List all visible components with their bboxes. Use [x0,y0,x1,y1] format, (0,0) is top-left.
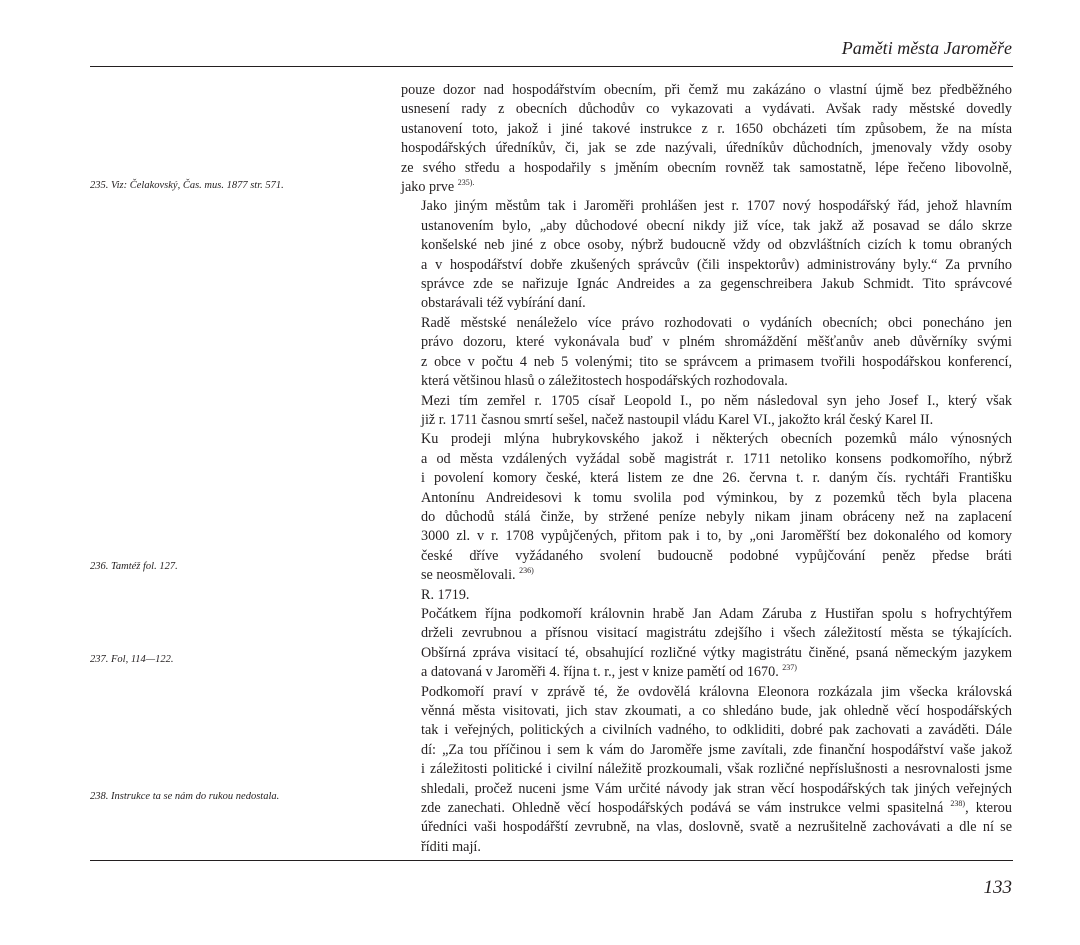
text-line [401,799,1012,818]
text-line: již r. 1711 časnou smrtí sešel, načež nastoupil vládu Karel VI., jakožto král český Karel II. [421,411,934,428]
text-line: ustanovení toto, jakož i jiné takové instrukce z r. 1650 obcházeti tím způsobem, že na místa [401,120,1012,137]
text-line: usnesení rady z obecních důchodův co vykazovati a vydávati. Avšak rady městské dovedly [401,101,1012,118]
text-line [401,566,1012,585]
text-line: drželi zevrubnou a přísnou visitací magistrátu zdejšího i všech záležitostí města se týkajících. [421,625,1012,642]
text-line: i záležitosti politické i civilní náležitě prozkoumali, však rozličné nepříslušnosti a nesrovnalosti jsme [421,761,1012,778]
footer-rule [90,860,1013,861]
paragraph [401,586,1012,605]
footnote-235: 235. Viz: Čelakovský, Čas. mus. 1877 str. 571. [90,180,284,191]
page-number: 133 [983,877,1012,898]
footnote-ref-238: 238) [950,799,966,809]
text-line [401,178,1012,197]
paragraph [401,81,1012,197]
text-segment: zde zanechati. Ohledně věcí hospodářských podává se vám instrukce velmi spasitelná [421,800,944,817]
paragraph [401,314,1012,392]
text-line: říditi mají. [421,838,481,855]
text-line: ustanovením bylo, „aby důchodové obecní nikdy již více, tak jakž až posavad se dálo skrze [421,217,1012,234]
text-line: věnná města visitovati, jich stav zkoumati, a co shledáno bude, jak ohledně věcí hospodářských [421,703,1012,719]
footnote-237: 237. Fol, 114—122. [90,654,174,665]
text-line: která většinou hlasů o záležitostech hospodářských rozhodovala. [421,373,788,390]
text-line: pouze dozor nad hospodářstvím obecním, při čemž mu zakázáno o vlastní újmě bez předběžného [401,82,1012,98]
text-line: a od města vzdálených vyžádal sobě magistrát r. 1711 netoliko konsens podkomořího, nýbrž [421,450,1012,467]
paragraph [401,197,1012,313]
text-line: ze svého středu a hospodařily s jměním obecním rovněž tak samostatně, lépe řečeno libovolně, [401,159,1012,176]
paragraph [401,430,1012,585]
text-line: obstarávali též vybírání daní. [421,295,586,312]
text-segment: jako prve [401,179,455,196]
text-line: hospodářských úředníkův, či, jak se zde nazývali, úředníkův důchodních, jmenovaly vždy osoby [401,140,1012,157]
text-segment: se neosmělovali. [421,567,516,584]
text-segment: a datovaná v Jaroměři 4. října t. r., jest v knize pamětí od 1670. [421,664,779,681]
text-segment: , kterou [965,800,1012,817]
text-line: z obce v počtu 4 neb 5 volenými; tito se správcem a primasem tvořili hospodářskou konferencí, [421,353,1012,370]
text-line: R. 1719. [421,586,470,603]
text-line: Podkomoří praví v zprávě té, že ovdovělá královna Eleonora rozkázala jim všecka královská [421,683,1012,700]
header-rule [90,66,1013,67]
text-line: do důchodů stálá činže, by stržené peníze nebyly nikam jinam obráceny než na zaplacení [421,508,1012,525]
text-line: Ku prodeji mlýna hubrykovského jakož i některých obecních pozemků málo výnosných [421,431,1012,448]
text-line: správce zde se nařizuje Ignác Andreides a za gegenschreibera Jakub Schmidt. Tito správcové [421,276,1012,293]
text-line: Radě městské nenáleželo více právo rozhodovati o vydáních obecních; obci ponecháno jen [421,314,1012,331]
footnote-238: 238. Instrukce ta se nám do rukou nedostala. [90,791,280,802]
text-line [401,663,1012,682]
running-header-title: Paměti města Jaroměře [841,38,1012,58]
footnote-ref-235: 235). [457,178,475,188]
text-line: 3000 zl. v r. 1708 vypůjčených, přitom pak i to, by „oni Jaroměřští bez dokonalého od komory [421,528,1012,545]
text-line: české dříve vyžádaného svolení budoucně podobné vypůjčování peněz předse bráti [421,547,1012,564]
text-line: konšelské neb jiné z obce osoby, nýbrž budoucně vždy od obzvláštních cizích k tomu obraných [421,237,1012,254]
text-line: úředníci vaši hospodářští zevrubně, na vlas, doslovně, svatě a nezrušitelně zachovávati a dle ní se [421,819,1012,836]
text-line: dí: „Za tou příčinou i sem k vám do Jaroměře jsme zavítali, zde finanční hospodářství vaše jakož [421,741,1012,758]
body-text [401,81,1012,857]
text-line: a v hospodářství dobře zkušených správcův (čili inspektorův) administrovány byly.“ Za prvního [421,256,1012,273]
footnote-236: 236. Tamtéž fol. 127. [90,561,178,572]
paragraph [401,392,1012,431]
footnote-ref-237: 237) [782,663,797,673]
text-line: právo dozoru, které vykonávala buď v plném shromáždění měšťanův aneb důvěrníky svými [421,334,1012,351]
text-line: Jako jiným městům tak i Jaroměři prohlášen jest r. 1707 nový hospodářský řád, jehož hlavním [421,198,1012,215]
footnote-ref-236: 236) [519,566,534,576]
text-line: i povolení komory české, která listem ze dne 26. června t. r. daným čís. rychtáři Františku [421,470,1012,487]
text-line: shledali, pročež nuceni jsme Vám určité návody jak stran věcí hospodářských tak jiných veřejných [421,780,1012,797]
text-line: Počátkem října podkomoří královnin hrabě Jan Adam Záruba z Hustiřan spolu s hofrychtýřem [421,605,1012,622]
text-line: tak i veřejných, politických a civilních vadného, to odkliditi, dobré pak zachovati a zaváděti. Dále [421,722,1012,739]
text-line: Obšírná zpráva visitací té, obsahující rozličné výtky magistrátu činěné, psaná německým jazykem [421,644,1012,661]
paragraph [401,683,1012,858]
text-line: Antonínu Andreidesovi k tomu svolila pod výminkou, by z pozemků těch byla placena [421,489,1012,506]
paragraph [401,605,1012,683]
text-line: Mezi tím zemřel r. 1705 císař Leopold I., po něm následoval syn jeho Josef I., který však [421,392,1012,409]
